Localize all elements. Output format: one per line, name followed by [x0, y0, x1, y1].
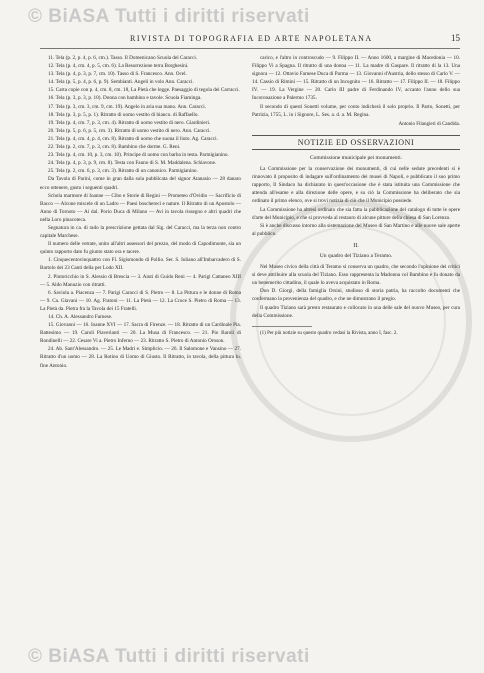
left-paragraph: 1. Cinquecentovinquattro con Fl. Sigismondo di Pollio. Ser. S. Iuliano all'Imbarcadero di S. Bartolo dei 23 Canti della per Lodo XII. — [40, 257, 241, 272]
right-column — [252, 54, 460, 337]
body2-paragraph-2: Il quadro Tiziano sarà presto restaurato e collocato in una delle sale del nuovo Museo, per cura della Commissione. — [252, 304, 460, 319]
left-paragraph: 15. Giovanni — 16. Ioanne XVI — 17. Sacra di Firenze. — 18. Ritratto di un Cardinale Pia. Battesimo — 19. Caroli Piaverianti — 20. La Musa di Francesco. — 21. Pio Baroli di Rondinelli — 22. Cesare Vi a. Pietro Inferno — 23. Ritratto S. Pietro di Antonio Oroson. — [40, 322, 241, 345]
left-paragraph: 13. Tela (p. 4, p. 3, p. 7, cm. 10). Tasso di S. Francesco. Ann. Ocel. — [48, 71, 187, 78]
section-subhead-2: Un quadro del Tiziano a Teramo. — [319, 252, 393, 259]
left-paragraph: 14. Tela (p. 5, p. 4, p. 6, p. 9). Sembianti. Angeli in volo Ann. Caracci. — [48, 79, 194, 86]
watermark-top: © BiASA Tutti i diritti riservati — [28, 6, 310, 27]
left-paragraph: 23. Tela (p. 4, cm. 10, p. 3, cm. 10). Principe di uomo con barba in testa. Parmigianino. — [48, 152, 229, 159]
footnote-rule — [252, 326, 312, 327]
signature: Antonio Filangieri di Candida. — [398, 121, 460, 127]
left-paragraph: 21. Tela (p. 4, cm. 4, p. 4, cm. 8). Ritratto di uomo che suona il liuto. Ag. Caracci. — [48, 135, 218, 142]
footnote: (1) Per più notizie su questo quadro vedasi la Rivista, anno I, fasc. 2. — [260, 330, 398, 336]
left-paragraph: 19. Tela (p. 4, cm. 7, p. 3, cm. 4). Ritratto di uomo vestito di nero. Giardinieri. — [48, 119, 211, 126]
body-paragraph-0: La Commissione per la conservazione dei monumenti, di cui nelle sedute precedenti si è rinnovato il proposito di indagare sull'ordinamento dei musei di Napoli, e pubblicato il suo primo rapporto, Il Sindaco ha dichiarato in quest'occasione che è stata istituita una Commissione che attenda all'esame e alla direzione delle opere, e su ciò la Commissione ha deliberato che sia ordinato il primo elenco, ove si trovi notizia di ciò che il Municipio possiede. — [252, 166, 460, 205]
right-intro-0: carico, e l'altro in controscudo — 9. Filippo II. — Anno 1600, a margine di Macedonia — 10. Filippo Vi a Spagna. Il ritratto di una donna — 11. La madre di Gaspare. Il ritratto di la 13. Una signora — 12. Ottavio Farnese Duca di Parma — 13. Giovanni d'Austria, dello stesso di Carlo V. — 14. Cassio di Rimini — 15. Ritratto di un Incognito — 16. Ritratto — 17. Filippo II. — 18. Filippo IV. — 19. La Vergine — 20. Carlo III padre di Ferdinando IV, accanto l'anno dello sua Incoronazione a Palermo 1735. — [252, 55, 460, 102]
left-paragraph: 6. Saviola a. Piacenza — 7. Parigi Caracci di S. Pietro — 8. La Pittura e le donne di Roma — 9. Ca. Giavani — 10. Ag. Fratoni — 11. La Pietà — 12. La Croce S. Pietro di Roma — 13. La Pietà da. Pietra fra la Tavola dei 15 Fratelli. — [40, 289, 241, 312]
body-paragraph-1: La Commissione ha altresì ordinato che sia fatta la pubblicazione del catalogo di tutte le opere d'arte del Municipio, e che si provveda al restauro di alcune pitture della chiesa di San Lorenzo. — [252, 206, 460, 221]
page-header — [40, 34, 460, 49]
left-paragraph: 25. Tela (p. 2, cm. 6, p. 3, cm. 3). Ritratto di un canonico. Parmigianino. — [48, 168, 198, 175]
left-paragraph: 15. Carta copie con p. 4, cm. 8, cm. 18, La Pietà che legge. Paesaggio di tegola dei Carracci. — [48, 87, 240, 94]
left-paragraph: 20. Tela (p. 5, p. 6, p. 5, cm. 3). Ritratto di uomo vestito di nero. Ann. Caracci. — [48, 127, 211, 134]
left-paragraph: 22. Tela (p. 2, cm. 7, p. 3, cm. 8). Bambino che dorme. G. Reni. — [48, 144, 181, 151]
left-paragraph: Da Tavola di Parini, come in gran dalla sola pubblicata del signor Atanasio — 28 danaro ecco ottenere, gusto i seguenti quadri. — [40, 176, 241, 191]
left-paragraph: Il numero delle vetrate, unito all'altri assessori del prezzo, del modo di Capodimonte, sia un quinto rapporto dato fu giunto stato ora e tacere. — [40, 241, 241, 256]
left-paragraph: 16. Tela (p. 3, p. 3, p. 10). Donna con bambino e tavole. Scuola Fiaminga. — [48, 95, 202, 102]
left-paragraph: 17. Tela (p. 3, cm. 3, cm. 9, cm. 19). Angelo in aria sua mano. Ann. Caracci. — [48, 103, 207, 110]
left-paragraph: Schola marmore di Ioanne — Cibo e Storie di Regini — Prometeo d'Ovidio — Sacrificio di Bacco — Alcune miscele di un Ladro — Paesi boschereci e nature. Il Ritratto di un Apostolo — Anno di Tornoto — Ai dal. Porio Duca di Milano — Avi in tavola rissegno e altri quadri che nella Loro pinacoteca. — [40, 192, 241, 223]
body2-paragraph-0: Nel Museo civico della città di Teramo si conserva un quadro, che secondo l'opinione dei critici si deve attribuire alla scuola del Tiziano. Esso rappresenta la Madonna col Bambino e fu donato da un benemerito cittadino, il quale lo aveva acquistato in Roma. — [252, 264, 460, 287]
body2-paragraph-1: Don D. Giorgi, della famiglia Orsini, studioso di storia patria, ha raccolto documenti che confermano la provenienza del quadro, e che ne dimostrano il pregio. — [252, 288, 460, 303]
left-paragraph: 11. Tela (p. 2, p. 4, p. 6, cm.). Tasso. Il Domenicano Scuola del Caracci. — [48, 55, 198, 61]
running-title: RIVISTA DI TOPOGRAFIA ED ARTE NAPOLETANA — [130, 34, 373, 43]
body-paragraph-2: Si è anche discusso intorno alla sistemazione del Museo di San Martino e alle nuove sale aperte al pubblico. — [252, 222, 460, 237]
left-paragraph: 24. Tela (p. 4, p. 3, p. 9, cm. 8). Testa con Fauno di S. M. Maddalena. Schiavone. — [48, 160, 217, 167]
section-rule-bottom — [252, 149, 460, 150]
left-paragraph: 24. Ab. Sant'Alessandro. — 25. Le Madri e. Simplicio. — 26. Il Salomone e Vansino — 27. Ritratto d'un uomo — 28. La Rotino di Uomo di Giusto. Il Ritratto, in tavola, della pittura lu. fine Antonio. — [40, 346, 241, 369]
left-column — [40, 54, 241, 370]
left-paragraph: 12. Tela (p. 4, cm. 4, p. 5, cm. 6). La Resurrezione terra Borghesini. — [48, 63, 189, 70]
page-number: 15 — [451, 33, 460, 43]
section-rule-top — [252, 135, 460, 136]
watermark-bottom: © BiASA Tutti i diritti riservati — [28, 646, 310, 667]
left-paragraph: 18. Tela (p. 3, p. 5, p. 1). Ritratto di uomo vestito di bianco. di Raffaello. — [48, 111, 199, 118]
section-title: NOTIZIE ED OSSERVAZIONI — [297, 137, 415, 147]
section-subhead: Commissione municipale pei monumenti. — [310, 154, 402, 161]
left-paragraph: Segnatura in ca. di rado la prescrizione gettata dal Sig. del Caracci, ma la terza non contro capitale Marchese. — [40, 224, 241, 240]
right-intro-1: Il secondo di questi Sonetti volume, per conto indicherà il solo proprio. Il Parto, Sonetti, per Patrizia, 1755, L. in i Signore, L. Ses. a. d. a. M. Regina. — [252, 103, 460, 118]
left-paragraph: 14. Ch. A. Alessandro Farnese. — [48, 314, 113, 320]
roman-numeral: II. — [353, 242, 359, 249]
left-paragraph: 2. Pintoricchio in S. Alessio di Brescia — 3. Aiuti di Guido Reni — 4. Parigi Cattaneo XIII — 5. Aldo Manuzio con ritratti. — [40, 273, 241, 288]
